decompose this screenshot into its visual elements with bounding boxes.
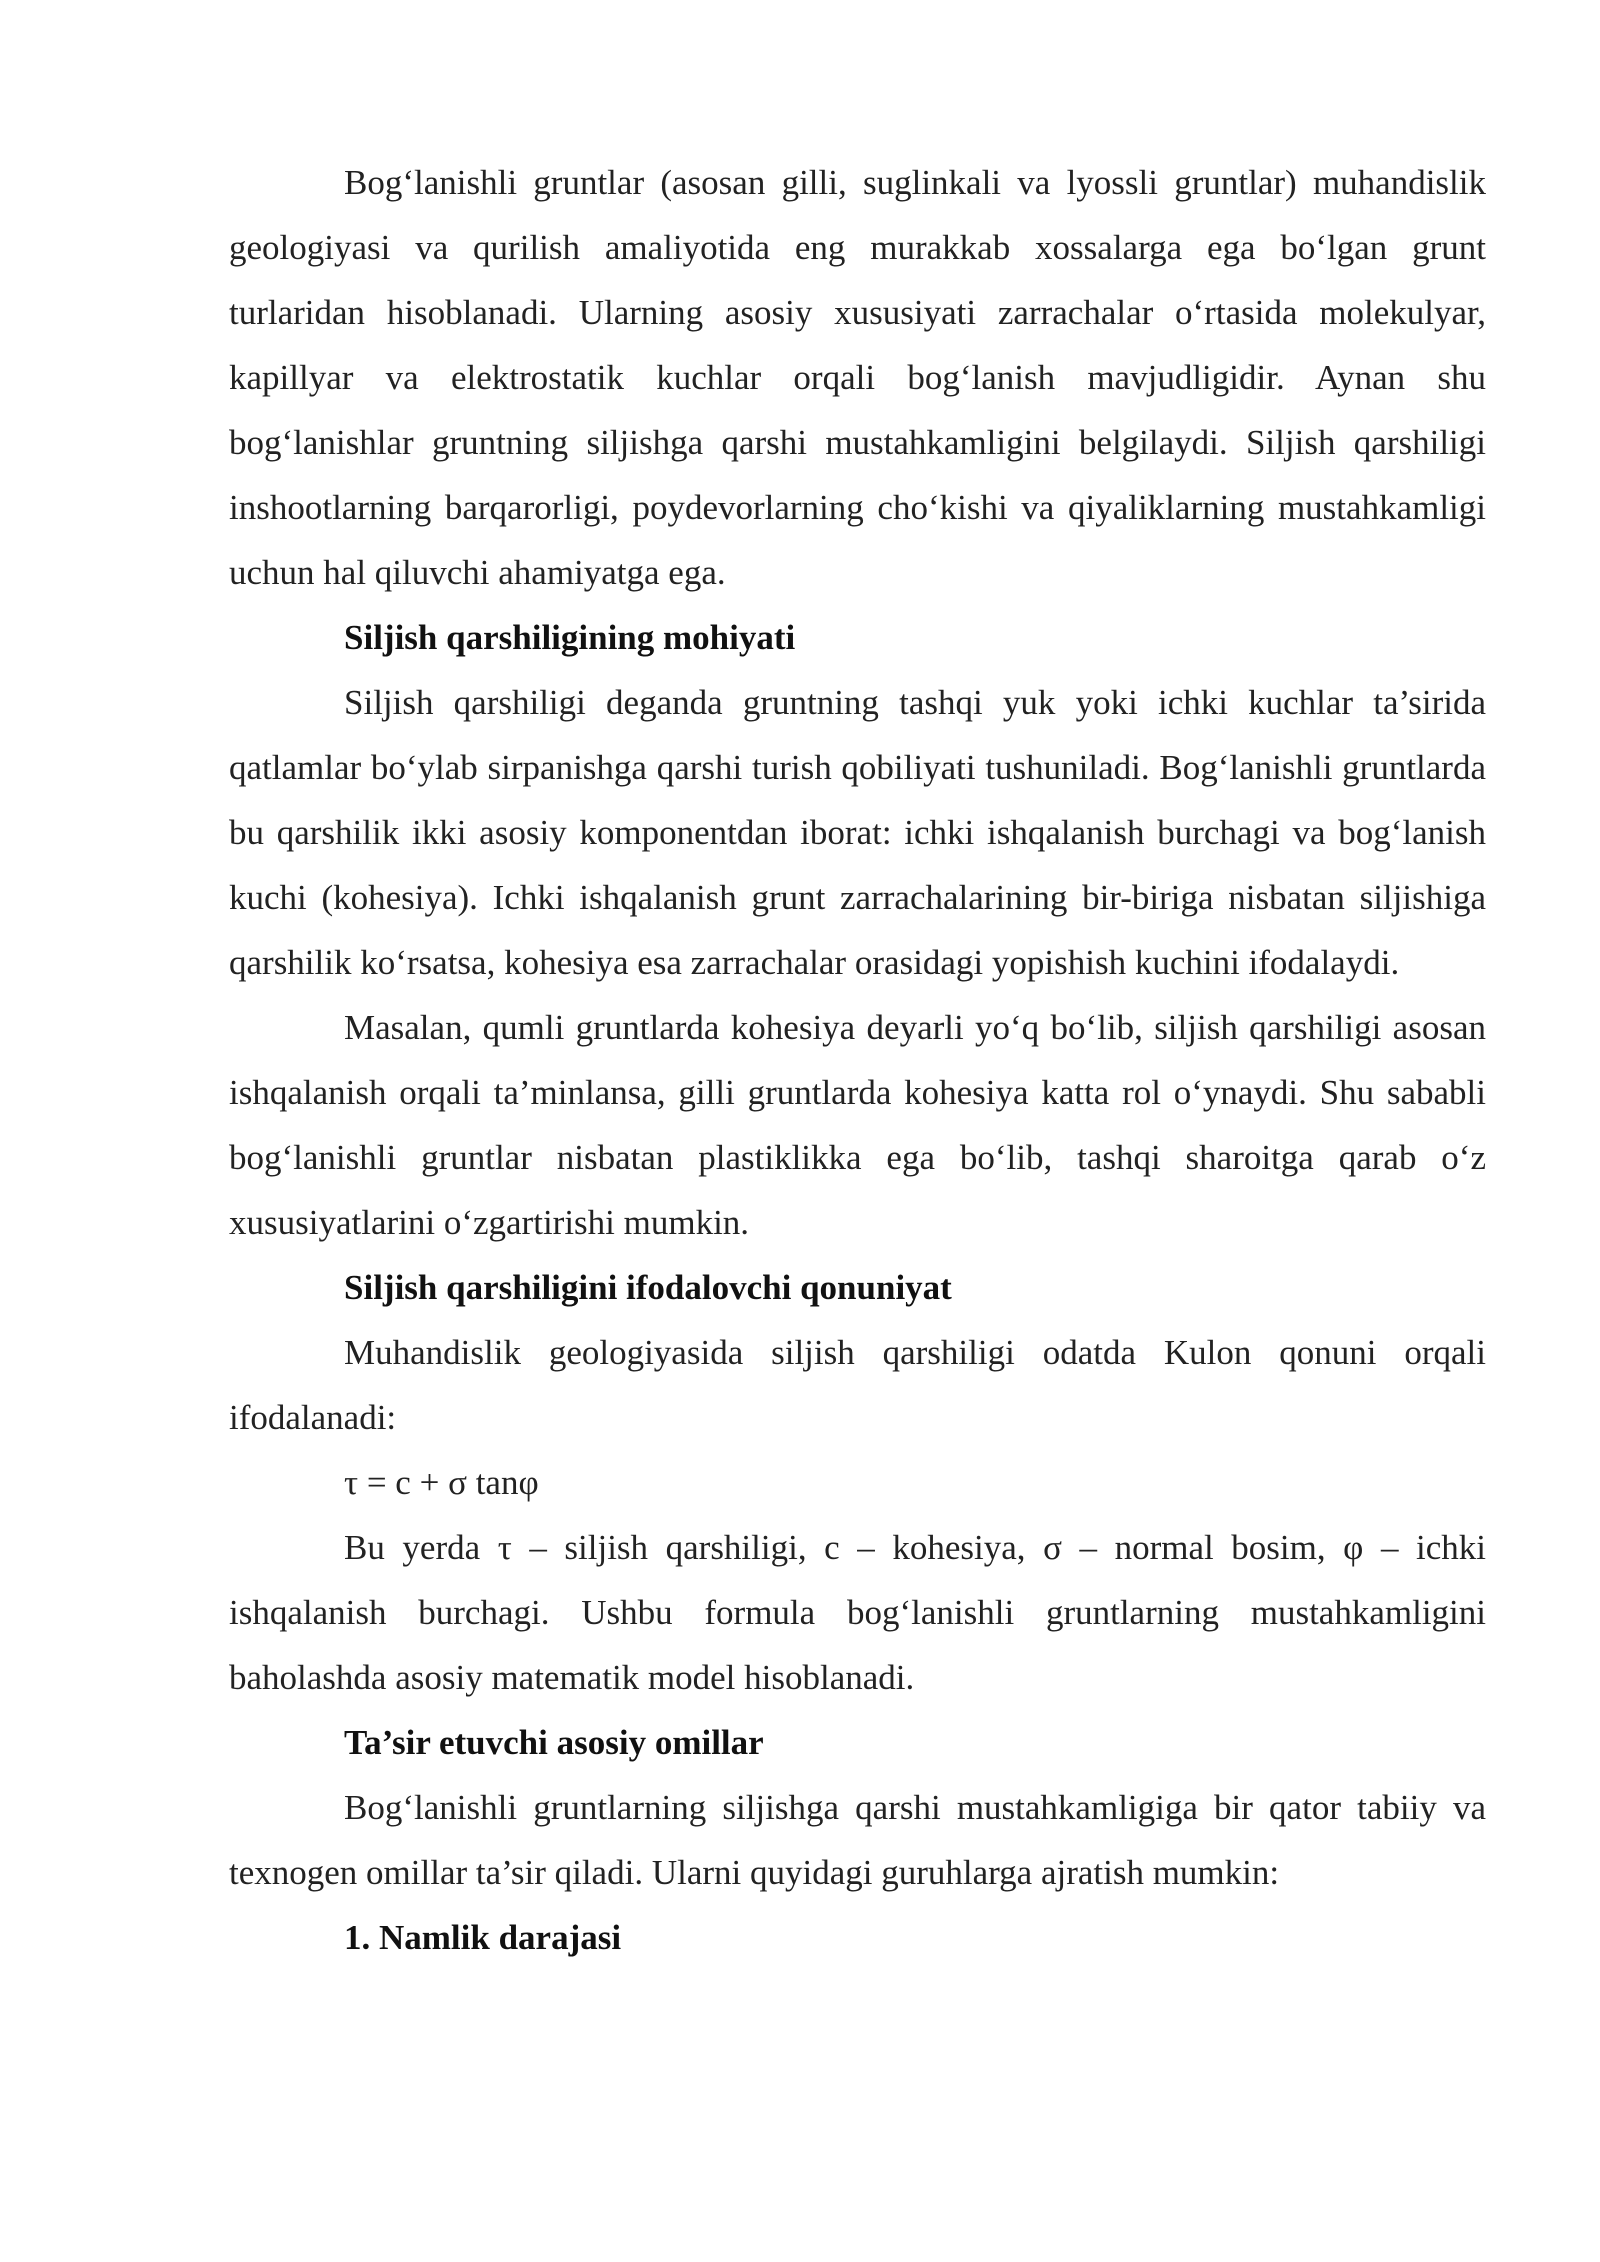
example-paragraph: Masalan, qumli gruntlarda kohesiya deyarli yo‘q bo‘lib, siljish qarshiligi asosan ishqalanish orqali ta’minlansa, gilli gruntlarda kohesiya katta rol o‘ynaydi. Shu sababli bog‘lanishli gruntlar nisbatan plastiklikka ega bo‘lib, tashqi sharoitga qarab o‘z xususiyatlarini o‘zgartirishi mumkin. [229,1008,1486,1242]
section-heading-essence: Siljish qarshiligining mohiyati [344,618,796,657]
section-heading-law: Siljish qarshiligini ifodalovchi qonuniyat [344,1268,952,1307]
formula-explanation-paragraph: Bu yerda τ – siljish qarshiligi, c – kohesiya, σ – normal bosim, φ – ichki ishqalanish burchagi. Ushbu formula bog‘lanishli gruntlarning mustahkamligini baholashda asosiy matematik model hisoblanadi. [229,1528,1486,1697]
essence-paragraph: Siljish qarshiligi deganda gruntning tashqi yuk yoki ichki kuchlar ta’sirida qatlamlar bo‘ylab sirpanishga qarshi turish qobiliyati tushuniladi. Bog‘lanishli gruntlarda bu qarshilik ikki asosiy komponentdan iborat: ichki ishqalanish burchagi va bog‘lanish kuchi (kohesiya). Ichki ishqalanish grunt zarrachalarining bir-biriga nisbatan siljishiga qarshilik ko‘rsatsa, kohesiya esa zarrachalar orasidagi yopishish kuchini ifodalaydi. [229,683,1486,982]
intro-paragraph: Bog‘lanishli gruntlar (asosan gilli, suglinkali va lyossli gruntlar) muhandislik geologiyasi va qurilish amaliyotida eng murakkab xossalarga ega bo‘lgan grunt turlaridan hisoblanadi. Ularning asosiy xususiyati zarrachalar o‘rtasida molekulyar, kapillyar va elektrostatik kuchlar orqali bog‘lanish mavjudligidir. Aynan shu bog‘lanishlar gruntning siljishga qarshi mustahkamligini belgilaydi. Siljish qarshiligi inshootlarning barqarorligi, poydevorlarning cho‘kishi va qiyaliklarning mustahkamligi uchun hal qiluvchi ahamiyatga ega. [229,163,1486,592]
factors-paragraph: Bog‘lanishli gruntlarning siljishga qarshi mustahkamligiga bir qator tabiiy va texnogen omillar ta’sir qiladi. Ularni quyidagi guruhlarga ajratish mumkin: [229,1788,1486,1892]
law-intro-paragraph: Muhandislik geologiyasida siljish qarshiligi odatda Kulon qonuni orqali ifodalanadi: [229,1333,1486,1437]
section-heading-factors: Ta’sir etuvchi asosiy omillar [344,1723,764,1762]
document-page [229,150,1486,1970]
coulomb-formula: τ = c + σ tanφ [344,1463,539,1502]
subheading-moisture: 1. Namlik darajasi [344,1918,622,1957]
